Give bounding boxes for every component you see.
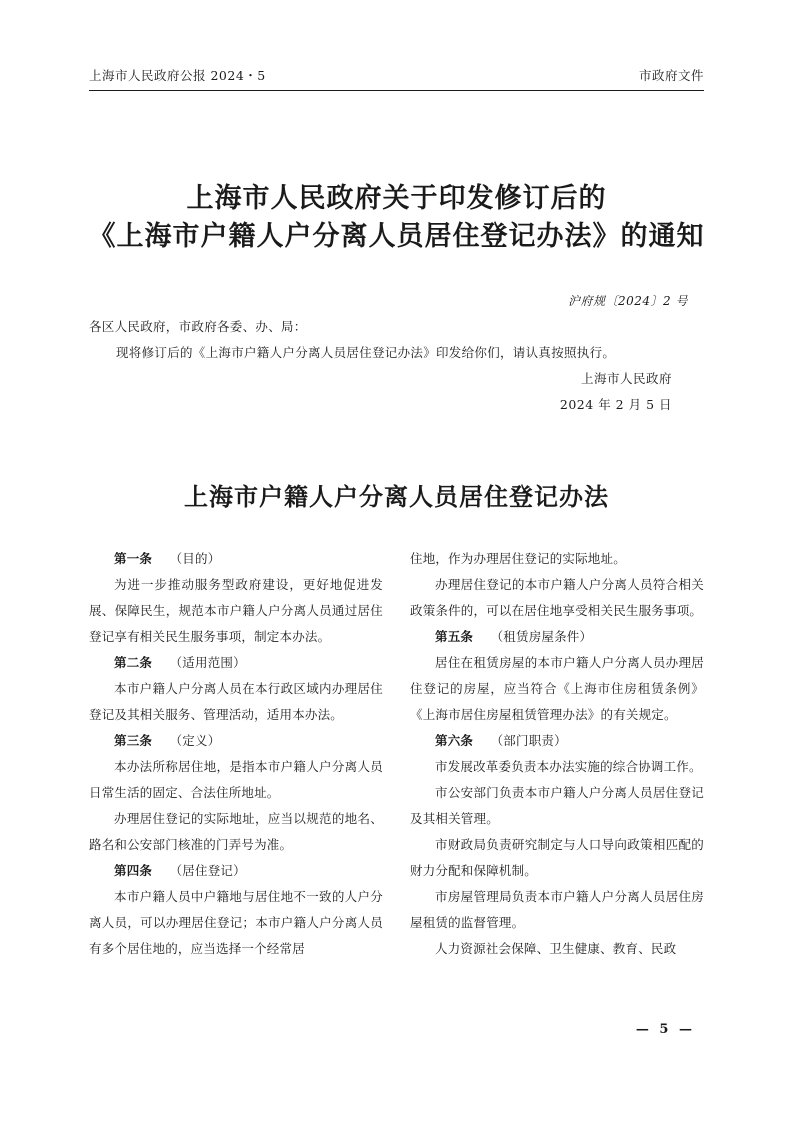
article-paragraph: 为进一步推动服务型政府建设，更好地促进发展、保障民生，规范本市户籍人户分离人员通过居住登记享有相关民生服务事项，制定本办法。 (89, 577, 383, 644)
article-paragraph: 市财政局负责研究制定与人口导向政策相匹配的财力分配和保障机制。 (410, 837, 704, 878)
article-topic: （部门职责） (490, 733, 567, 748)
notice-title-line1: 上海市人民政府关于印发修订后的 (186, 183, 607, 214)
article-topic: （定义） (169, 733, 221, 748)
issuer-signature: 上海市人民政府 (580, 371, 672, 386)
article-heading (410, 624, 704, 650)
article-topic: （租赁房屋条件） (490, 629, 593, 644)
article-topic: （居住登记） (169, 863, 246, 878)
document-number: 沪府规〔2024〕2 号 (568, 294, 688, 308)
article-heading (89, 858, 383, 884)
article-topic: （目的） (169, 551, 221, 566)
notice-title-line2: 《上海市户籍人户分离人员居住登记办法》的通知 (88, 221, 705, 252)
article-heading (89, 546, 383, 572)
article-topic: （适用范围） (169, 655, 246, 670)
running-header (89, 66, 704, 91)
article-paragraph-continued: 住地，作为办理居住登记的实际地址。 (410, 551, 626, 566)
article-heading (89, 728, 383, 754)
gazette-issue: 上海市人民政府公报 2024・5 (89, 68, 266, 83)
article-paragraph: 市房屋管理局负责本市户籍人户分离人员居住房屋租赁的监督管理。 (410, 889, 704, 930)
article-paragraph: 办理居住登记的实际地址，应当以规范的地名、路名和公安部门核准的门弄号为准。 (89, 811, 383, 852)
article-number: 第五条 (435, 629, 474, 644)
section-label: 市政府文件 (638, 68, 704, 83)
issue-date: 2024 年 2 月 5 日 (559, 397, 672, 412)
left-column (89, 546, 383, 962)
article-paragraph: 居住在租赁房屋的本市户籍人户分离人员办理居住登记的房屋，应当符合《上海市住房租赁条例》《上海市居住房屋租赁管理办法》的有关规定。 (410, 655, 704, 722)
article-paragraph: 人力资源社会保障、卫生健康、教育、民政 (435, 941, 677, 956)
measures-title: 上海市户籍人户分离人员居住登记办法 (184, 482, 609, 511)
article-number: 第三条 (114, 733, 153, 748)
article-paragraph: 本市户籍人户分离人员在本行政区域内办理居住登记及其相关服务、管理活动，适用本办法。 (89, 681, 383, 722)
article-paragraph: 本办法所称居住地，是指本市户籍人户分离人员日常生活的固定、合法住所地址。 (89, 759, 383, 800)
article-number: 第四条 (114, 863, 153, 878)
article-paragraph: 办理居住登记的本市户籍人户分离人员符合相关政策条件的，可以在居住地享受相关民生服务事项。 (410, 577, 704, 618)
notice-title (60, 180, 733, 256)
right-column (410, 546, 704, 962)
article-heading (89, 650, 383, 676)
article-paragraph: 本市户籍人员中户籍地与居住地不一致的人户分离人员，可以办理居住登记；本市户籍人户分离人员有多个居住地的，应当选择一个经常居 (89, 889, 383, 956)
addressee: 各区人民政府，市政府各委、办、局： (89, 319, 307, 334)
page-number: — 5 — (635, 1022, 695, 1037)
article-number: 第二条 (114, 655, 153, 670)
article-number: 第一条 (114, 551, 153, 566)
article-paragraph: 市公安部门负责本市户籍人户分离人员居住登记及其相关管理。 (410, 785, 704, 826)
article-heading (410, 728, 704, 754)
article-paragraph: 市发展改革委负责本办法实施的综合协调工作。 (435, 759, 702, 774)
article-number: 第六条 (435, 733, 474, 748)
notice-body: 现将修订后的《上海市户籍人户分离人员居住登记办法》印发给你们，请认真按照执行。 (116, 345, 616, 360)
